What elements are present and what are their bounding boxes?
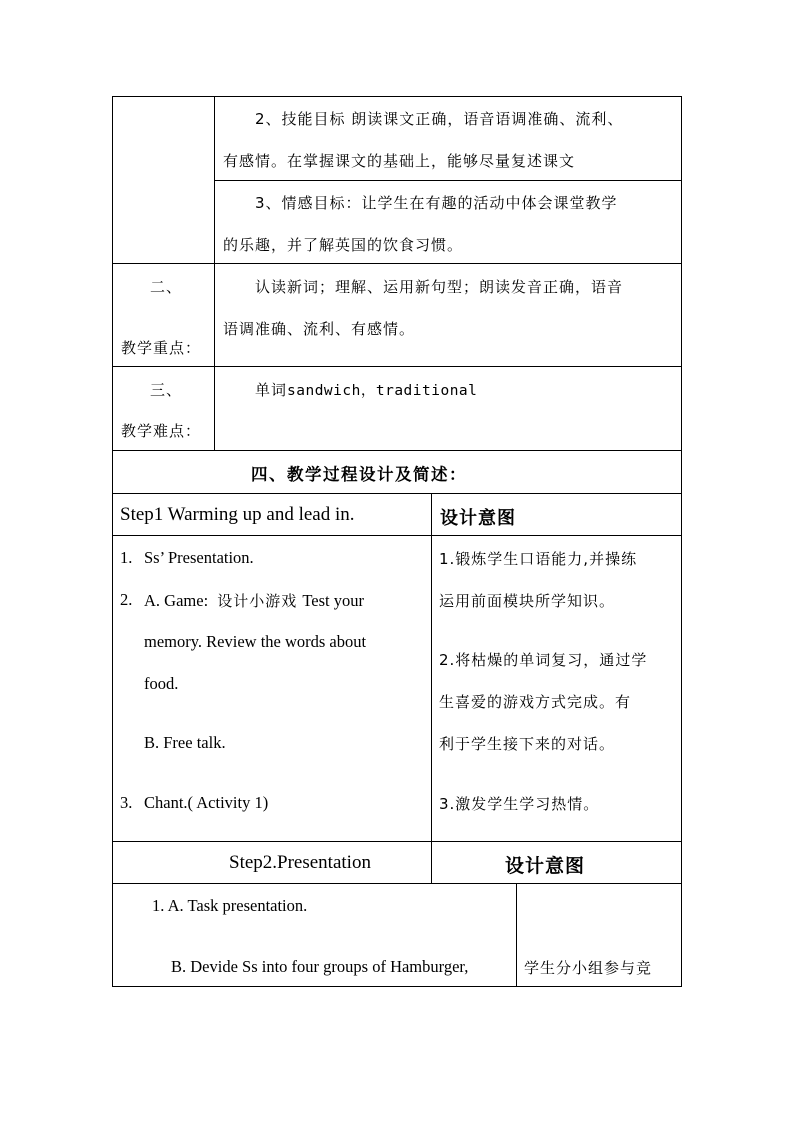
step2-body-divider <box>516 883 517 986</box>
step2-item1-b: B. Devide Ss into four groups of Hamburger, <box>171 957 469 976</box>
step1-item2-a-rest: Test your <box>302 591 364 610</box>
row-divider-step2-header <box>112 841 682 842</box>
table-top-border <box>112 96 682 97</box>
step1-intent1-line2: 运用前面模块所学知识。 <box>439 592 616 610</box>
row-divider-process-heading <box>112 450 682 451</box>
step2-item1: 1. A. Task presentation. <box>152 896 308 915</box>
step1-item2-a <box>144 590 364 611</box>
row-divider-step1-header <box>112 493 682 494</box>
row-divider-skill-emotion <box>214 180 682 181</box>
key-points-line2: 语调准确、流利、有感情。 <box>223 320 416 338</box>
step2-intent-line1: 学生分小组参与竞 <box>524 959 653 977</box>
step1-intent1-line1: 1.锻炼学生口语能力,并操练 <box>439 550 638 568</box>
difficulties-content <box>255 379 477 400</box>
key-points-line1: 认读新词；理解、运用新句型；朗读发音正确，语音 <box>255 278 624 296</box>
step2-title: Step2.Presentation <box>229 852 371 873</box>
step1-title: Step1 Warming up and lead in. <box>120 504 355 525</box>
difficulties-label-num: 三、 <box>150 381 183 399</box>
key-points-label: 教学重点： <box>121 339 202 357</box>
row-divider-difficulties <box>112 366 682 367</box>
row-divider-step2-body <box>112 883 682 884</box>
row-divider-step1-body <box>112 535 682 536</box>
row-divider-keypoints <box>112 263 682 264</box>
difficulties-label: 教学难点： <box>121 422 202 440</box>
step1-intent-header: 设计意图 <box>440 508 516 529</box>
step1-item1: Ss’ Presentation. <box>144 548 254 567</box>
step1-item3: Chant.( Activity 1) <box>144 793 269 812</box>
process-heading: 四、教学过程设计及简述： <box>251 465 467 484</box>
step1-item2-a-line3: food. <box>144 674 179 693</box>
label-column-divider <box>214 96 215 450</box>
step1-intent2-line1: 2.将枯燥的单词复习，通过学 <box>439 651 648 669</box>
step1-intent2-line2: 生喜爱的游戏方式完成。有 <box>439 693 632 711</box>
skill-goal-line2: 有感情。在掌握课文的基础上，能够尽量复述课文 <box>223 152 576 170</box>
step1-intent3: 3.激发学生学习热情。 <box>439 795 600 813</box>
table-bottom-border <box>112 986 682 987</box>
step1-item2-a-prefix: A. Game: <box>144 591 209 610</box>
key-points-label-num: 二、 <box>150 278 183 296</box>
table-right-border <box>681 96 682 986</box>
step1-item3-num: 3. <box>120 793 133 812</box>
emotion-goal-line1: 3、情感目标：让学生在有趣的活动中体会课堂教学 <box>255 194 618 212</box>
difficulties-words: sandwich，traditional <box>287 383 478 399</box>
skill-goal-line1: 2、技能目标 朗读课文正确，语音语调准确、流利、 <box>255 110 624 128</box>
step1-item2-a-line2: memory. Review the words about <box>144 632 367 651</box>
step1-item1-num: 1. <box>120 548 133 567</box>
step2-intent-header: 设计意图 <box>505 855 586 877</box>
table-left-border <box>112 96 113 986</box>
step1-item2-num: 2. <box>120 590 133 609</box>
emotion-goal-line2: 的乐趣，并了解英国的饮食习惯。 <box>223 236 464 254</box>
step1-item2-b: B. Free talk. <box>144 733 226 752</box>
step1-intent2-line3: 利于学生接下来的对话。 <box>439 735 616 753</box>
step-column-divider <box>431 493 432 883</box>
difficulties-prefix: 单词 <box>255 381 288 399</box>
step1-item2-a-cn: 设计小游戏 <box>217 592 298 610</box>
